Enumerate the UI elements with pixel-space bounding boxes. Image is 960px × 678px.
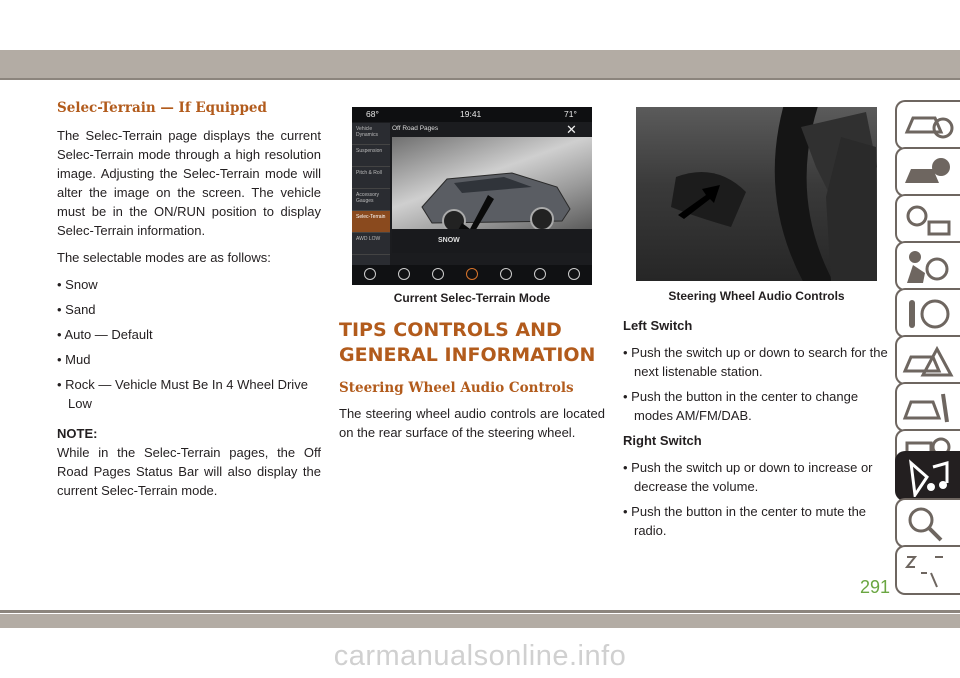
tab-dashboard-lights[interactable] xyxy=(895,194,960,244)
right-switch-item: • Push the button in the center to mute the radio. xyxy=(623,504,867,538)
screen-menu-item-selected: Selec-Terrain xyxy=(352,211,390,233)
warning-triangle-icon xyxy=(901,341,955,381)
tab-search[interactable] xyxy=(895,498,960,548)
screen-menu-item: Accessory Gauges xyxy=(352,189,390,211)
mode-item: • Auto — Default xyxy=(57,327,153,342)
column-selec-terrain xyxy=(57,100,321,508)
tab-key-steering[interactable] xyxy=(895,288,960,338)
top-band xyxy=(0,50,960,78)
dashboard-lights-icon xyxy=(901,200,955,240)
car-info-icon xyxy=(901,153,955,193)
column-tips xyxy=(339,318,605,450)
key-steering-icon xyxy=(901,294,955,334)
tab-multimedia[interactable] xyxy=(895,451,960,501)
steering-audio-body: The steering wheel audio controls are located on the rear surface of the steering wheel. xyxy=(339,406,605,440)
snow-vehicle-scene xyxy=(392,137,592,242)
screen-status-bar xyxy=(352,107,592,122)
right-switch-item: • Push the switch up or down to increase or decrease the volume. xyxy=(623,460,873,494)
watermark: carmanualsonline.info xyxy=(333,640,627,672)
column-switches xyxy=(623,316,889,546)
car-warning-icon xyxy=(901,106,955,146)
tips-heading-line2: GENERAL INFORMATION xyxy=(339,344,596,366)
steering-wheel-icon xyxy=(636,107,877,281)
tab-index[interactable] xyxy=(895,545,960,595)
photo-caption: Steering Wheel Audio Controls xyxy=(668,289,845,303)
modes-intro: The selectable modes are as follows: xyxy=(57,250,271,265)
tab-car-tools[interactable] xyxy=(895,382,960,432)
car-tools-icon xyxy=(901,388,955,428)
vehicle-silhouette-icon xyxy=(392,137,592,242)
mode-item: • Mud xyxy=(57,352,91,367)
tab-warning-triangle[interactable] xyxy=(895,335,960,385)
screen-time: 19:41 xyxy=(460,109,482,119)
screen-info-bar xyxy=(392,229,592,253)
search-icon xyxy=(901,504,955,544)
passenger-airbag-icon xyxy=(901,247,955,287)
multimedia-music-icon xyxy=(901,457,955,497)
tips-heading-line1: TIPS CONTROLS AND xyxy=(339,319,562,341)
page-number: 291 xyxy=(859,577,890,597)
left-switch-label: Left Switch xyxy=(623,318,693,333)
screen-temp-right: 71° xyxy=(564,109,577,119)
tab-car-warning[interactable] xyxy=(895,100,960,150)
selec-terrain-screen-image xyxy=(352,107,592,285)
index-az-icon xyxy=(901,551,955,591)
screen-title: Off Road Pages xyxy=(392,125,439,132)
screen-close-icon: ✕ xyxy=(566,122,577,137)
apps-icon xyxy=(466,268,478,280)
mode-item: • Sand xyxy=(57,302,96,317)
selec-terrain-intro: The Selec-Terrain page displays the current Selec-Terrain mode through a high resolution image. Adjusting the Selec-Terrain mode will alter the image on the screen. The vehicle must be in the ON/RUN position to display Selec-Terrain information. xyxy=(57,128,321,238)
phone-icon xyxy=(534,268,546,280)
nav-icon xyxy=(500,268,512,280)
tab-passenger-airbag[interactable] xyxy=(895,241,960,291)
top-rule xyxy=(0,78,960,80)
left-switch-item: • Push the button in the center to change modes AM/FM/DAB. xyxy=(623,389,859,423)
bottom-rule xyxy=(0,610,960,613)
left-switch-item: • Push the switch up or down to search for the next listenable station. xyxy=(623,345,888,379)
steering-audio-heading: Steering Wheel Audio Controls xyxy=(339,380,574,396)
screen-menu-item: Vehicle Dynamics xyxy=(352,123,390,145)
screen-menu-item: Suspension xyxy=(352,145,390,167)
settings-icon xyxy=(568,268,580,280)
screen-menu xyxy=(352,123,390,265)
controls-icon xyxy=(398,268,410,280)
climate-icon xyxy=(432,268,444,280)
screen-menu-item: AWD LOW xyxy=(352,233,390,255)
mode-item: • Rock — Vehicle Must Be In 4 Wheel Drive Low xyxy=(57,377,308,411)
mode-item: • Snow xyxy=(57,277,98,292)
note-text: While in the Selec-Terrain pages, the Off Road Pages Status Bar will also display the current Selec-Terrain mode. xyxy=(57,445,321,498)
screen-menu-item: Pitch & Roll xyxy=(352,167,390,189)
tab-car-info[interactable] xyxy=(895,147,960,197)
right-switch-label: Right Switch xyxy=(623,433,702,448)
bottom-band xyxy=(0,614,960,628)
media-icon xyxy=(364,268,376,280)
note-label: NOTE: xyxy=(57,426,98,441)
screen-mode-label: SNOW xyxy=(438,237,460,244)
selec-terrain-heading: Selec-Terrain — If Equipped xyxy=(57,100,267,116)
steering-wheel-photo xyxy=(636,107,877,281)
screen-temp-left: 68° xyxy=(366,109,379,119)
screen-caption: Current Selec-Terrain Mode xyxy=(393,291,551,305)
screen-dock xyxy=(352,265,592,285)
